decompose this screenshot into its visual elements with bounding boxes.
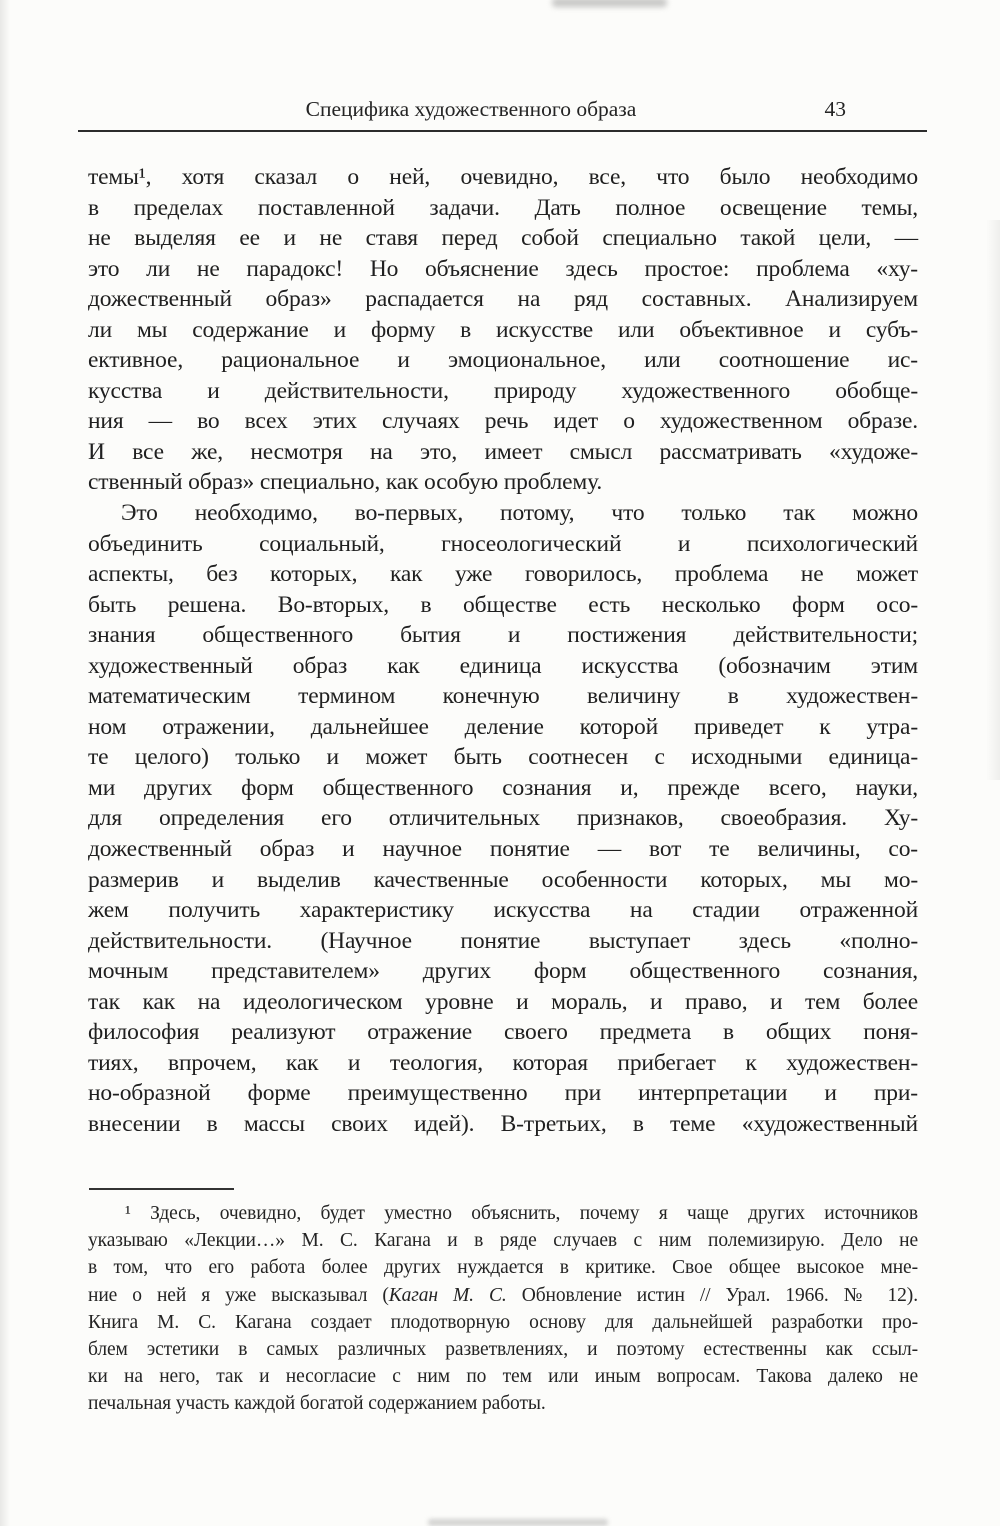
running-title: Специфика художественного образа <box>305 97 637 121</box>
body-line: аспекты, без которых, как уже говорилось, проблема не может <box>88 561 918 588</box>
body-line: тиях, впрочем, как и теология, которая прибегает к художествен- <box>88 1049 918 1076</box>
body-line: размерив и выделив качественные особенности которых, мы мо- <box>88 866 918 893</box>
body-line: в пределах поставленной задачи. Дать полное освещение темы, <box>88 194 918 221</box>
footnote-line: ¹ Здесь, очевидно, будет уместно объяснить, почему я чаще других источников <box>125 1203 918 1224</box>
body-line: но-образной форме преимущественно при интерпретации и при- <box>88 1080 918 1107</box>
body-line: дожественный образ и научное понятие — вот те величины, со- <box>88 836 918 863</box>
body-line: ми других форм общественного сознания и, прежде всего, науки, <box>88 774 918 801</box>
body-line: не выделяя ее и не ставя перед собой специально такой цели, — <box>88 225 918 252</box>
body-line: ном отражении, дальнейшее деление которой приведет к утра- <box>88 713 918 740</box>
body-line: темы¹, хотя сказал о ней, очевидно, все, что было необходимо <box>88 164 918 190</box>
body-line: математическим термином конечную величину в художествен- <box>88 683 918 710</box>
footnote-text <box>88 1200 918 1418</box>
footnote-line: блем эстетики в самых различных разветвлениях, и поэтому естественны как ссыл- <box>88 1339 918 1361</box>
body-line: дожественный образ» распадается на ряд составных. Анализируем <box>88 286 918 313</box>
scan-artifact-top <box>552 0 667 7</box>
body-line: Это необходимо, во-первых, потому, что только так можно <box>121 500 918 527</box>
body-line: И все же, несмотря на это, имеет смысл рассматривать «художе- <box>88 438 918 465</box>
body-line: художественный образ как единица искусства (обозначим этим <box>88 652 918 679</box>
body-line: объединить социальный, гносеологический и психологический <box>88 530 918 557</box>
body-line: действительности. (Научное понятие выступает здесь «полно- <box>88 927 918 954</box>
body-line: быть решена. Во-вторых, в обществе есть несколько форм осо- <box>88 591 918 618</box>
page-edge-left-shading <box>0 0 10 1526</box>
page-header <box>88 96 918 122</box>
body-line: ли мы содержание и форму в искусстве или объективное и субъ- <box>88 316 918 343</box>
body-line: внесении в массы своих идей). В-третьих, в теме «художественный <box>88 1110 918 1137</box>
body-line: для определения его отличительных признаков, своеобразия. Ху- <box>88 805 918 832</box>
body-line: те целого) только и может быть соотнесен с исходными единица- <box>88 744 918 771</box>
footnote-segment: ние о ней я уже высказывал ( <box>88 1284 389 1306</box>
body-line: знания общественного бытия и постижения действительности; <box>88 622 918 649</box>
scan-artifact-bottom <box>428 1519 608 1526</box>
body-text <box>88 162 918 1140</box>
body-line: кусства и действительности, природу художественного обобще- <box>88 377 918 404</box>
body-line: ния — во всех этих случаях речь идет о художественном образе. <box>88 408 918 435</box>
page-edge-right-shading <box>986 220 1000 780</box>
footnote-segment: Обновление истин // Урал. 1966. № 12). <box>506 1284 918 1306</box>
footnote-line: печальная участь каждой богатой содержанием работы. <box>88 1393 546 1415</box>
body-line: ственный образ» специально, как особую проблему. <box>88 469 603 496</box>
body-line: философия реализуют отражение своего предмета в общих поня- <box>88 1019 918 1046</box>
footnote-line: указываю «Лекции…» М. С. Кагана и в ряде случаев с ним полемизирую. Дело не <box>88 1230 918 1252</box>
page-number: 43 <box>824 97 846 121</box>
footnote-line: ки на него, так и несогласие с ним по тем или иным вопросам. Такова далеко не <box>88 1366 918 1388</box>
body-line: жем получить характеристику искусства на стадии отраженной <box>88 897 918 924</box>
body-line: это ли не парадокс! Но объяснение здесь простое: проблема «ху- <box>88 255 918 282</box>
body-line: ективное, рациональное и эмоциональное, или соотношение ис- <box>88 347 918 374</box>
footnote-divider <box>89 1188 234 1190</box>
footnote-line: Книга М. С. Кагана создает плодотворную основу для дальнейшей разработки про- <box>88 1311 918 1333</box>
body-line: так как на идеологическом уровне и мораль, и право, и тем более <box>88 988 918 1015</box>
header-divider <box>78 130 927 132</box>
footnote-line <box>88 1282 918 1309</box>
footnote-line: в том, что его работа более других нуждается в критике. Свое общее высокое мне- <box>88 1257 918 1279</box>
footnote-citation-author: Каган М. С. <box>388 1284 507 1306</box>
body-line: мочным представителем» других форм общественного сознания, <box>88 958 918 985</box>
